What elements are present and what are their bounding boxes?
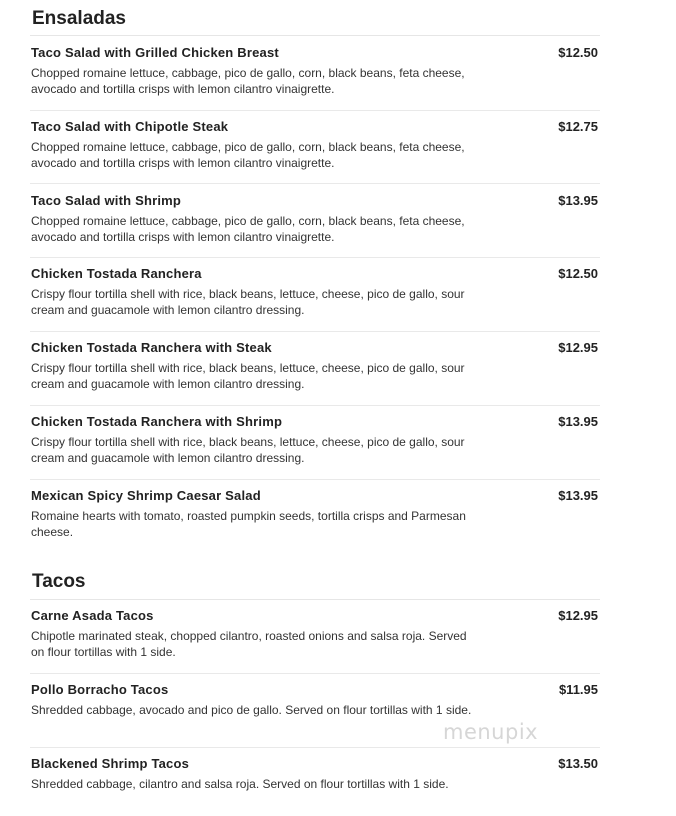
menu-item-description: Shredded cabbage, avocado and pico de gallo. Served on flour tortillas with 1 side. [31,703,472,717]
menu-item-name: Pollo Borracho Tacos [31,682,169,697]
menu-item-name: Chicken Tostada Ranchera [31,266,202,281]
menu-item-description: Chopped romaine lettuce, cabbage, pico de gallo, corn, black beans, feta cheese, avocado and tortilla crisps with lemon cilantro vinaigrette. [31,66,465,96]
menu-item-description: Crispy flour tortilla shell with rice, black beans, lettuce, cheese, pico de gallo, sour cream and guacamole with lemon cilantro dressing. [31,361,465,391]
item-divider [30,110,600,111]
menu-item-name: Chicken Tostada Ranchera with Shrimp [31,414,283,429]
menu-item-description: Crispy flour tortilla shell with rice, black beans, lettuce, cheese, pico de gallo, sour cream and guacamole with lemon cilantro dressing. [31,435,465,465]
section-divider [30,599,600,600]
menu-item-name: Carne Asada Tacos [31,608,154,623]
item-divider [30,405,600,406]
menu-item-name: Chicken Tostada Ranchera with Steak [31,340,272,355]
item-divider [30,331,600,332]
menu-item-name: Taco Salad with Grilled Chicken Breast [31,45,279,60]
item-divider [30,673,600,674]
menu-item-price: $11.95 [558,682,598,697]
menu-item-description: Chopped romaine lettuce, cabbage, pico de gallo, corn, black beans, feta cheese, avocado and tortilla crisps with lemon cilantro vinaigrette. [31,140,465,170]
item-divider [30,479,600,480]
item-divider [30,747,600,748]
section-title: Ensaladas [32,8,126,29]
menupix-watermark: menupix [443,720,539,744]
menu-item-description: Romaine hearts with tomato, roasted pumpkin seeds, tortilla crisps and Parmesan cheese. [31,509,466,539]
menu-item-description: Chopped romaine lettuce, cabbage, pico de gallo, corn, black beans, feta cheese, avocado and tortilla crisps with lemon cilantro vinaigrette. [31,214,465,244]
menu-item-price: $13.95 [558,488,598,503]
menu-item-price: $12.75 [558,119,598,134]
menu-item-price: $12.95 [558,608,598,623]
menu-item-price: $13.95 [558,414,598,429]
menu-item-price: $12.95 [558,340,598,355]
menu-item-price: $12.50 [558,266,598,281]
menu-item-description: Shredded cabbage, cilantro and salsa roja. Served on flour tortillas with 1 side. [31,777,449,791]
menu-item-name: Mexican Spicy Shrimp Caesar Salad [31,488,261,503]
menu-item-price: $13.50 [558,756,598,771]
menu-item-name: Taco Salad with Chipotle Steak [31,119,229,134]
menu-item-name: Blackened Shrimp Tacos [31,756,190,771]
item-divider [30,183,600,184]
menu-item-price: $12.50 [558,45,598,60]
item-divider [30,257,600,258]
menu-item-price: $13.95 [558,193,598,208]
menu-item-description: Chipotle marinated steak, chopped cilantro, roasted onions and salsa roja. Served on flour tortillas with 1 side. [31,629,467,659]
menu-item-name: Taco Salad with Shrimp [31,193,182,208]
section-divider [30,35,600,36]
section-title: Tacos [32,571,86,592]
menu-item-description: Crispy flour tortilla shell with rice, black beans, lettuce, cheese, pico de gallo, sour cream and guacamole with lemon cilantro dressing. [31,287,465,317]
